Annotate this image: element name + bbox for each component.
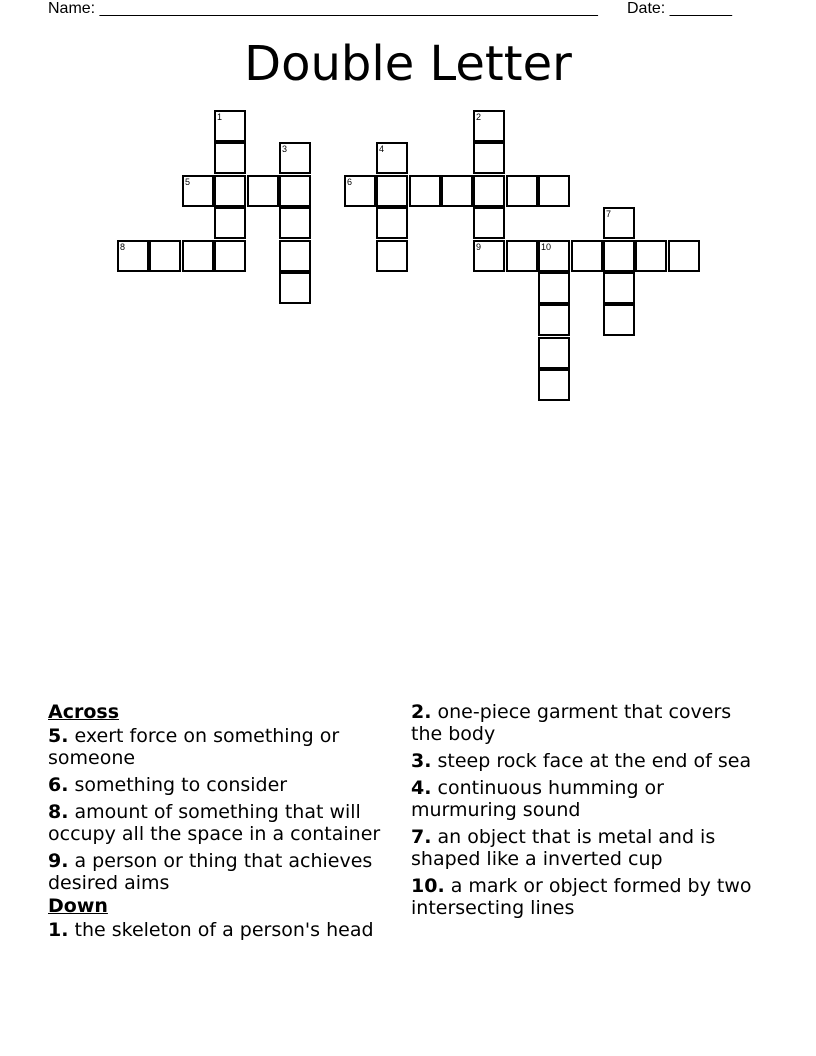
clue-down-1	[48, 919, 398, 941]
grid-cell[interactable]	[668, 240, 700, 272]
puzzle-title: Double Letter	[244, 36, 572, 92]
clue-number: 1.	[48, 919, 69, 941]
grid-cell-1[interactable]	[214, 110, 246, 142]
grid-cell[interactable]	[538, 272, 570, 304]
cell-number: 6	[347, 177, 353, 187]
grid-cell[interactable]	[279, 175, 311, 207]
clue-number: 2.	[411, 701, 432, 723]
across-heading: Across	[48, 701, 120, 723]
name-field-label: Name: ________________________________________________________	[48, 0, 598, 17]
clue-text: one-piece garment that covers the body	[411, 701, 732, 745]
grid-cell[interactable]	[214, 240, 246, 272]
grid-cell[interactable]	[409, 175, 441, 207]
grid-cell[interactable]	[441, 175, 473, 207]
grid-cell[interactable]	[214, 142, 246, 174]
grid-cell[interactable]	[376, 175, 408, 207]
clue-text: exert force on something or someone	[48, 725, 340, 769]
grid-cell[interactable]	[538, 337, 570, 369]
clue-number: 5.	[48, 725, 69, 747]
grid-cell[interactable]	[603, 304, 635, 336]
grid-cell[interactable]	[603, 240, 635, 272]
grid-cell-6[interactable]	[344, 175, 376, 207]
grid-cell-9[interactable]	[473, 240, 505, 272]
grid-cell[interactable]	[376, 207, 408, 239]
grid-cell[interactable]	[376, 240, 408, 272]
grid-cell[interactable]	[214, 207, 246, 239]
clue-across-5	[48, 725, 398, 769]
crossword-grid	[0, 0, 816, 420]
clue-text: a person or thing that achieves desired aims	[48, 850, 373, 894]
clue-across-9	[48, 850, 398, 894]
grid-cell-2[interactable]	[473, 110, 505, 142]
cell-number: 10	[541, 242, 552, 252]
grid-cell[interactable]	[279, 272, 311, 304]
clue-text: steep rock face at the end of sea	[437, 750, 752, 772]
cell-number: 2	[476, 112, 482, 122]
grid-cell[interactable]	[571, 240, 603, 272]
clue-text: the skeleton of a person's head	[74, 919, 374, 941]
grid-cell-5[interactable]	[182, 175, 214, 207]
cell-number: 3	[282, 144, 288, 154]
grid-cell[interactable]	[603, 272, 635, 304]
grid-cell[interactable]	[149, 240, 181, 272]
grid-cell[interactable]	[506, 240, 538, 272]
clue-down-10	[411, 875, 761, 919]
clue-text: a mark or object formed by two intersecting lines	[411, 875, 752, 919]
clues-left-column	[48, 701, 398, 946]
clue-down-4	[411, 777, 761, 821]
grid-cell[interactable]	[473, 142, 505, 174]
cell-number: 8	[120, 242, 126, 252]
clue-number: 8.	[48, 801, 69, 823]
clue-number: 6.	[48, 774, 69, 796]
grid-cell[interactable]	[635, 240, 667, 272]
clue-number: 10.	[411, 875, 445, 897]
clue-text: something to consider	[74, 774, 288, 796]
clue-text: continuous humming or murmuring sound	[411, 777, 664, 821]
clue-number: 7.	[411, 826, 432, 848]
clue-down-7	[411, 826, 761, 870]
grid-cell[interactable]	[182, 240, 214, 272]
clue-text: an object that is metal and is shaped like a inverted cup	[411, 826, 716, 870]
grid-cell[interactable]	[506, 175, 538, 207]
cell-number: 9	[476, 242, 482, 252]
cell-number: 7	[606, 209, 612, 219]
down-heading: Down	[48, 895, 108, 917]
grid-cell-3[interactable]	[279, 142, 311, 174]
grid-cell-10[interactable]	[538, 240, 570, 272]
clue-text: amount of something that will occupy all the space in a container	[48, 801, 381, 845]
clue-down-3	[411, 750, 761, 772]
grid-cell[interactable]	[538, 304, 570, 336]
grid-cell[interactable]	[279, 240, 311, 272]
grid-cell[interactable]	[473, 175, 505, 207]
clue-down-2	[411, 701, 761, 745]
cell-number: 5	[185, 177, 191, 187]
grid-cell[interactable]	[538, 175, 570, 207]
grid-cell-4[interactable]	[376, 142, 408, 174]
grid-cell-7[interactable]	[603, 207, 635, 239]
grid-cell[interactable]	[538, 369, 570, 401]
clue-number: 4.	[411, 777, 432, 799]
grid-cell[interactable]	[279, 207, 311, 239]
grid-cell[interactable]	[473, 207, 505, 239]
clue-across-8	[48, 801, 398, 845]
grid-cell[interactable]	[214, 175, 246, 207]
cell-number: 4	[379, 144, 385, 154]
clue-number: 3.	[411, 750, 432, 772]
clue-across-6	[48, 774, 398, 796]
clues-right-column	[411, 701, 761, 924]
grid-cell[interactable]	[247, 175, 279, 207]
clue-number: 9.	[48, 850, 69, 872]
cell-number: 1	[217, 112, 223, 122]
grid-cell-8[interactable]	[117, 240, 149, 272]
date-field-label: Date: _______	[627, 0, 732, 17]
